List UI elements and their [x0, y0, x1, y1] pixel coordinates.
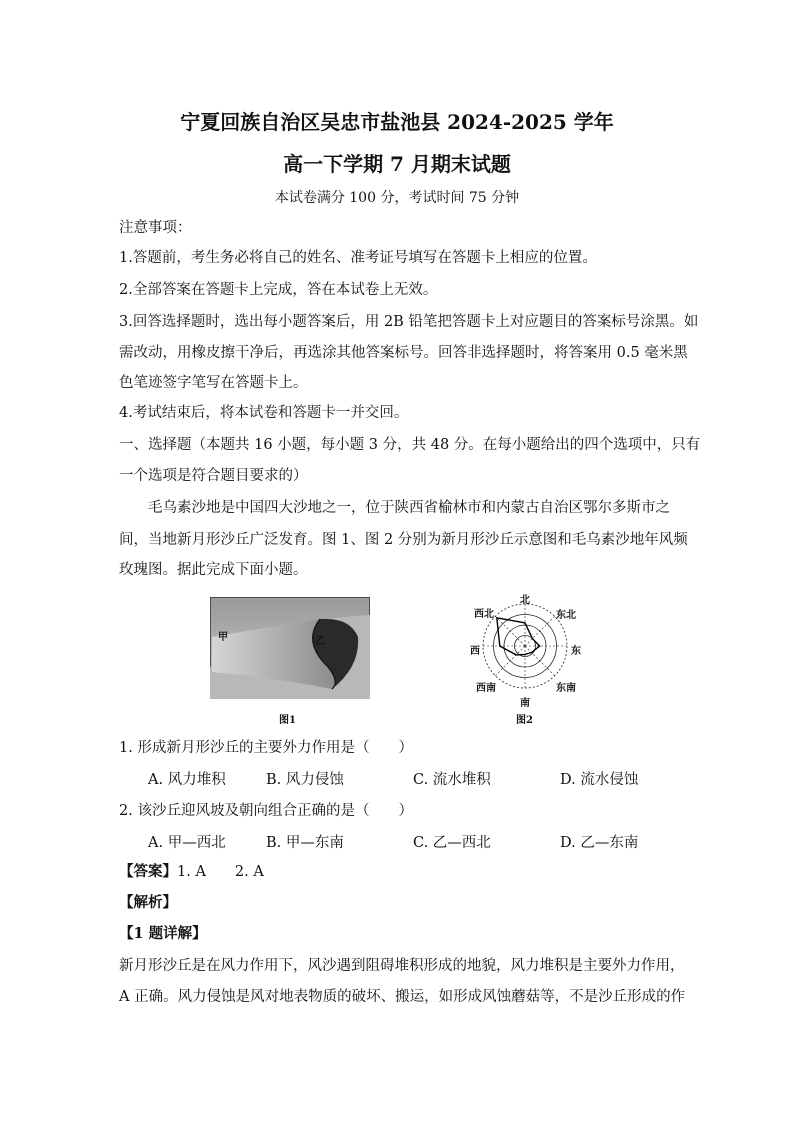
fig1-label-yi: 乙	[315, 636, 325, 647]
note-4: 4.考试结束后，将本试卷和答题卡一并交回。	[119, 405, 409, 421]
q1-option-c: C. 流水堆积	[413, 772, 491, 788]
rose-label-east: 东	[571, 646, 581, 657]
note-1: 1.答题前，考生务必将自己的姓名、准考证号填写在答题卡上相应的位置。	[119, 250, 597, 266]
rose-label-northwest: 西北	[474, 609, 494, 620]
section-heading: 一、选择题（本题共 16 小题，每小题 3 分，共 48 分。在每小题给出的四个选项中，只有	[119, 437, 701, 453]
detail-label: 【1 题详解】	[119, 925, 207, 942]
q2-option-b: B. 甲—东南	[266, 835, 344, 851]
note-2: 2.全部答案在答题卡上完成，答在本试卷上无效。	[119, 282, 438, 298]
exam-info: 本试卷满分 100 分，考试时间 75 分钟	[274, 190, 520, 206]
rose-axis-sw	[495, 646, 525, 676]
q1-option-d: D. 流水侵蚀	[560, 772, 639, 788]
rose-label-west: 西	[470, 646, 480, 657]
rose-label-southeast: 东南	[556, 683, 576, 694]
q2-option-d: D. 乙—东南	[560, 835, 639, 851]
figure-2-caption: 图2	[516, 715, 533, 726]
section-heading-cont: 一个选项是符合题目要求的）	[119, 468, 308, 484]
figure-1-caption: 图1	[279, 715, 296, 726]
rose-label-southwest: 西南	[476, 683, 496, 694]
question-1-stem: 1. 形成新月形沙丘的主要外力作用是（ ）	[119, 740, 413, 756]
q2-option-a: A. 甲—西北	[148, 835, 226, 851]
rose-axis-se	[525, 646, 555, 676]
passage-line-1: 毛乌素沙地是中国四大沙地之一，位于陕西省榆林市和内蒙古自治区鄂尔多斯市之	[148, 500, 670, 516]
note-3-cont-1: 需改动，用橡皮擦干净后，再选涂其他答案标号。回答非选择题时，将答案用 0.5 毫米黑	[119, 345, 688, 361]
passage-line-2: 间，当地新月形沙丘广泛发育。图 1、图 2 分别为新月形沙丘示意图和毛乌素沙地年风频	[119, 532, 688, 548]
rose-label-north: 北	[520, 595, 530, 606]
title-line-1: 宁夏回族自治区吴忠市盐池县 2024-2025 学年	[180, 110, 614, 134]
note-3-cont-2: 色笔迹签字笔写在答题卡上。	[119, 375, 308, 391]
notes-heading: 注意事项：	[119, 220, 192, 236]
fig1-label-jia: 甲	[218, 632, 228, 643]
detail-line-1: 新月形沙丘是在风力作用下，风沙遇到阻碍堆积形成的地貌，风力堆积是主要外力作用，	[119, 958, 685, 974]
title-line-2: 高一下学期 7 月期末试题	[283, 152, 511, 176]
rose-label-northeast: 东北	[556, 610, 576, 621]
passage-line-3: 玫瑰图。据此完成下面小题。	[119, 562, 308, 578]
q1-option-b: B. 风力侵蚀	[266, 772, 344, 788]
detail-line-2: A 正确。风力侵蚀是风对地表物质的破坏、搬运，如形成风蚀蘑菇等，不是沙丘形成的作	[119, 989, 686, 1005]
note-3: 3.回答选择题时，选出每小题答案后，用 2B 铅笔把答题卡上对应题目的答案标号涂黑。如	[119, 314, 699, 330]
analysis-label: 【解析】	[119, 894, 177, 911]
rose-label-south: 南	[520, 698, 530, 709]
answer-line	[119, 862, 264, 882]
question-2-stem: 2. 该沙丘迎风坡及朝向组合正确的是（ ）	[119, 803, 413, 819]
q1-option-a: A. 风力堆积	[148, 772, 226, 788]
q2-option-c: C. 乙—西北	[413, 835, 491, 851]
answer-label: 【答案】	[119, 863, 177, 880]
figure-1-dune-photo	[210, 597, 370, 699]
answer-text: 1. A 2. A	[177, 864, 264, 880]
